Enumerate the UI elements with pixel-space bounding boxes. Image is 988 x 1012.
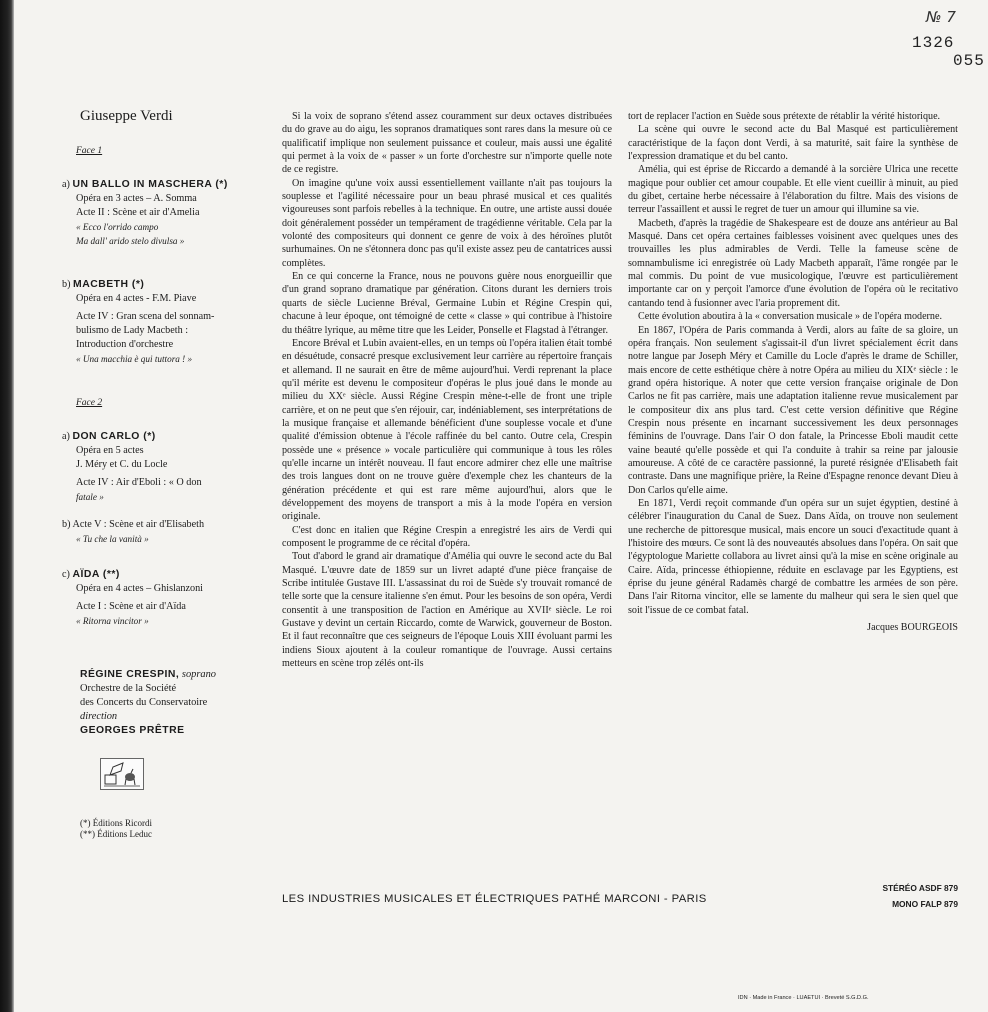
gramophone-dog-icon — [101, 759, 143, 789]
edition-ricordi: (*) Éditions Ricordi — [80, 818, 152, 828]
work-don-carlo-act-v — [62, 518, 262, 546]
composer-name: Giuseppe Verdi — [80, 108, 173, 124]
aria-quote: « Ritorna vincitor » — [76, 616, 149, 626]
notes-paragraph: En 1867, l'Opéra de Paris commanda à Verdi, alors au faîte de sa gloire, un opéra français. Non seulement s'agissait-il d'un livret spécialement écrit dans notre langue par Joseph Méry et Camille du Locle d'après le drame de Schiller, mais encore de cette esthétique chère à notre Opéra au milieu du XIXᵉ siècle : le grand opéra historique. A noter que cette version française originale de Don Carlos ne fit pas carrière, mais une adaptation italienne revue musicalement par le compositeur dix ans plus tard. C'est cette version définitive que Régine Crespin nous présente en incarnant successivement les deux personnages féminins de l'ouvrage. Dans l'air O don fatale, la Princesse Eboli maudit cette vaine beauté qu'elle possède et qui l'a conduite à trahir sa reine par jalousie amoureuse. A côté de ce caractère passionné, la pureté résignée d'Elisabeth fait contraste. Dans une magnifique prière, la Reine d'Espagne renonce devant Dieu à Don Carlos qu'elle aime. — [628, 324, 958, 496]
orchestra-line: Orchestre de la Société — [80, 683, 177, 694]
work-aida — [62, 568, 262, 628]
orchestra-line: des Concerts du Conservatoire — [80, 697, 208, 708]
notes-paragraph: La scène qui ouvre le second acte du Bal Masqué est particulièrement caractéristique de la façon dont Verdi, à sa maturité, sait faire la synthèse de l'expression dramatique et du bel canto. — [628, 124, 958, 163]
face-1-label: Face 1 — [76, 146, 103, 156]
notes-paragraph: Encore Bréval et Lubin avaient-elles, en un temps où l'opéra italien était tombé en désuétude, consacré presque exclusivement leur carrière au répertoire français et allemand. Il ne saurait en être de même aujourd'hui. Verdi reprenant la place qu'il mérite est devenu le compositeur d'opéras le plus joué dans le monde au milieu du XXᵉ siècle. Aussi Régine Crespin mène-t-elle de front une triple carrière, et on ne peut que s'en réjouir, car, indéniablement, ses interprétations de la musique française et allemande bénéficient d'une souplesse vocale et d'une qualité d'émission obtenue à l'école raffinée du bel canto. Outre cela, Crespin possède une « présence » vocale particulière qui communique à tous les rôles qu'elle incarne un intérêt nouveau. Il faut encore admirer chez elle une maîtrise des trois langues dont on ne trouve guère d'exemple chez les chanteurs de la génération précédente et qui est rare même aujourd'hui, alors que le développement des moyens de transport a mis à la mode l'opéra en version originale. — [282, 337, 612, 523]
work-ballo-in-maschera — [62, 178, 262, 248]
work-act: Acte I : Scène et air d'Aïda — [76, 601, 186, 612]
work-description: J. Méry et C. du Locle — [76, 459, 168, 470]
item-letter: b) — [62, 279, 71, 290]
handwritten-number: № 7 — [926, 8, 956, 26]
work-description: Opéra en 4 actes - F.M. Piave — [76, 293, 197, 304]
item-letter: a) — [62, 431, 70, 442]
archive-subcode: 055 — [953, 52, 985, 70]
singer-name: RÉGINE CRESPIN, — [80, 669, 180, 680]
work-description: Opéra en 5 actes — [76, 445, 144, 456]
editions-note — [80, 818, 152, 840]
work-act: Acte IV : Gran scena del sonnam- — [76, 311, 215, 322]
work-description: Opéra en 4 actes – Ghislanzoni — [76, 583, 204, 594]
his-masters-voice-logo — [100, 758, 144, 790]
mono-catalog: MONO FALP 879 — [892, 899, 958, 909]
notes-paragraph: Tout d'abord le grand air dramatique d'Amélia qui ouvre le second acte du Bal Masqué. L'œuvre date de 1859 sur un livret adapté d'une pièce française de Scribe intitulée Gustave III. L'assassinat du roi de Suède s'y trouvait romancé de telle sorte que la censure italienne s'en émut. Pour les besoins de son opéra, Verdi consentit à une transposition de l'action en Amérique au XVIIᵉ siècle. Le roi Gustave y devint un certain Riccardo, comte de Warwick, gouverneur de Boston. Et il faut reconnaître que ces seigneurs de l'époque Louis XIII évoluant parmi les indiens Sioux ajoutent à la couleur romantique de l'ouvrage. Aussi certains metteurs en scène trop zélés ont-ils — [282, 551, 612, 670]
notes-paragraph: Amélia, qui est éprise de Riccardo a demandé à la sorcière Ulrica une recette magique pour oublier cet amour coupable. Et elle vient cueillir à minuit, au pied du gibet, certaine herbe nécessaire à l'élaboration du filtre. Mais des visions de terreur l'assaillent et aussi le regret de tuer un amour qui illumine sa vie. — [628, 164, 958, 216]
notes-paragraph: En ce qui concerne la France, nous ne pouvons guère nous enorgueillir que d'un grand soprano dramatique par génération. Citons durant les derniers trois quarts de siècle Lucienne Bréval, Germaine Lubin et Régine Crespin qui, chacune à leur époque, ont témoigné de cette « classe » qui contribue à l'histoire du théâtre lyrique, au même titre que les Leider, Ponselle et Flagstad à l'étranger. — [282, 271, 612, 336]
work-title: UN BALLO IN MASCHERA (*) — [72, 179, 228, 190]
item-letter: a) — [62, 179, 70, 190]
aria-quote: « Ecco l'orrido campo — [76, 222, 159, 232]
work-description: Opéra en 3 actes – A. Somma — [76, 193, 197, 204]
edition-leduc: (**) Éditions Leduc — [80, 829, 152, 839]
notes-paragraph: C'est donc en italien que Régine Crespin a enregistré les airs de Verdi qui composent le programme de ce récital d'opéra. — [282, 524, 612, 549]
publisher-line: LES INDUSTRIES MUSICALES ET ÉLECTRIQUES PATHÉ MARCONI - PARIS — [282, 893, 707, 905]
work-don-carlo — [62, 430, 262, 504]
aria-quote: fatale » — [76, 492, 104, 502]
notes-column-2 — [628, 110, 958, 634]
work-title: DON CARLO (*) — [72, 431, 156, 442]
work-title: AÏDA (**) — [72, 569, 120, 580]
manufacturing-line: IDN · Made in France · LUAETUI · Breveté S.G.D.G. — [738, 995, 869, 1001]
aria-quote: « Tu che la vanità » — [76, 534, 149, 544]
direction-label: direction — [80, 711, 118, 722]
face-2-label: Face 2 — [76, 398, 103, 408]
conductor-name: GEORGES PRÊTRE — [80, 725, 185, 736]
catalog-numbers — [838, 880, 958, 912]
notes-paragraph: Cette évolution aboutira à la « conversation musicale » de l'opéra moderne. — [638, 311, 942, 323]
aria-quote: Ma dall' arido stelo divulsa » — [76, 236, 185, 246]
sleeve-spine-edge — [0, 0, 14, 1012]
aria-quote: « Una macchia è qui tuttora ! » — [76, 354, 193, 364]
work-act: Introduction d'orchestre — [76, 339, 174, 350]
item-letter: c) — [62, 569, 70, 580]
notes-paragraph: En 1871, Verdi reçoit commande d'un opéra sur un sujet égyptien, destiné à célébrer l'inauguration du Canal de Suez. Dans Aïda, on trouve non seulement une recherche de pittoresque musical, mais encore un souci d'exactitude quant à l'histoire des mœurs. Ce sont là des nouveautés absolues dans l'opéra. On sait que l'égyptologue Mariette collabora au livret ainsi qu'à la mise en scène originale au Caire. Aïda, princesse éthiopienne, réduite en esclavage par les Egyptiens, est éprise du jeune général Radamès chargé de combattre les armées de son père. Dans l'air Ritorna vincitor, elle se lamente du malheur qui sera le sien quel que soit l'issue de ce combat fatal. — [628, 497, 958, 616]
item-letter: b) — [62, 519, 71, 530]
work-act: bulismo de Lady Macbeth : — [76, 325, 189, 336]
work-act: Acte II : Scène et air d'Amelia — [76, 207, 200, 218]
singer-role: soprano — [181, 669, 216, 680]
work-act: Acte V : Scène et air d'Elisabeth — [72, 519, 205, 530]
work-macbeth — [62, 278, 262, 366]
stereo-catalog: STÉRÉO ASDF 879 — [882, 883, 958, 893]
notes-paragraph: On imagine qu'une voix aussi essentiellement vaillante n'ait pas toujours la souplesse et l'agilité nécessaire pour un beau phrasé musical et ces qualités vigoureuses sont parfois rebelles à la technique. En outre, une artiste aussi douée doit généralement posséder un tempérament de tragédienne véritable. Cela par la volonté des compositeurs qui donnent ce genre de voix à des héroïnes plutôt surhumaines. On ne s'étonnera donc pas qu'il existe assez peu de cantatrices aussi complètes. — [282, 177, 612, 269]
notes-paragraph: tort de replacer l'action en Suède sous prétexte de rétablir la vérité historique. — [628, 111, 941, 122]
notes-column-1 — [282, 110, 612, 670]
author-signature: Jacques BOURGEOIS — [867, 622, 958, 634]
notes-paragraph: Si la voix de soprano s'étend assez couramment sur deux octaves distribuées du do grave au do aigu, les sopranos dramatiques sont rares dans la mesure où ce qualificatif implique non seulement puissance et couleur, mais aussi une égalité qui permet à la voix de « passer » un forte d'orchestre sur n'importe quelle note de ce registre. — [282, 111, 612, 176]
work-title: MACBETH (*) — [73, 279, 145, 290]
work-act: Acte IV : Air d'Eboli : « O don — [76, 477, 202, 488]
notes-paragraph: Macbeth, d'après la tragédie de Shakespeare est de douze ans antérieur au Bal Masqué. Dans cet opéra certaines faiblesses voisinent avec quelques unes des trouvailles les plus admirables de Verdi. Telle la fameuse scène de somnambulisme ici enregistrée où Lady Macbeth apparaît, l'âme rongée par le mal commis. Du point de vue musicologique, l'œuvre est particulièrement importante car on y perçoit l'amorce d'une évolution de l'opéra où le recitativo cantando tend à fusionner avec l'aria proprement dit. — [628, 217, 958, 309]
performer-credits — [80, 668, 270, 738]
archive-code: 1326 — [912, 34, 955, 52]
